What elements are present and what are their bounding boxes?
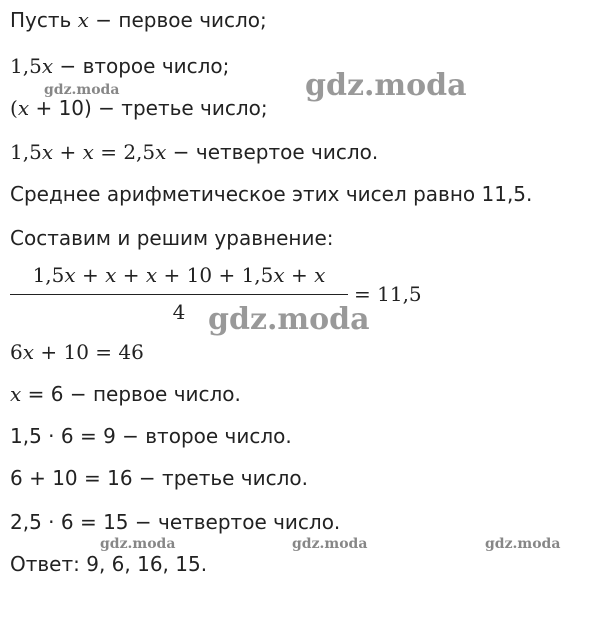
var-x: x: [41, 54, 54, 78]
watermark-logo-small: gdz.moda: [44, 82, 120, 98]
line-second-result: 1,5 · 6 = 9 − второе число.: [10, 424, 292, 448]
fraction-denominator: 4: [172, 300, 186, 324]
line-let-x: Пусть x − первое число;: [10, 8, 267, 32]
watermark-logo-small: gdz.moda: [485, 536, 561, 552]
watermark-logo: gdz.moda: [208, 302, 370, 337]
watermark-logo: gdz.moda: [305, 68, 467, 103]
fraction-bar: [10, 294, 348, 295]
line-fourth-number: 1,5x + x = 2,5x − четвертое число.: [10, 140, 379, 164]
watermark-logo-small: gdz.moda: [292, 536, 368, 552]
var-x: x: [77, 8, 89, 32]
watermark-logo-small: gdz.moda: [100, 536, 176, 552]
fraction-rhs: = 11,5: [354, 282, 422, 306]
var-x: x: [17, 96, 30, 120]
line-answer: Ответ: 9, 6, 16, 15.: [10, 552, 208, 576]
line-fourth-result: 2,5 · 6 = 15 − четвертое число.: [10, 510, 341, 534]
line-compose-equation: Составим и решим уравнение:: [10, 226, 334, 250]
line-third-number: (x + 10) − третье число;: [10, 96, 268, 120]
line-simplified-equation: 6x + 10 = 46: [10, 340, 144, 364]
fraction-numerator: 1,5x + x + x + 10 + 1,5x + x: [32, 263, 326, 287]
line-average-statement: Среднее арифметическое этих чисел равно 11,5.: [10, 182, 533, 206]
line-first-result: x = 6 − первое число.: [10, 382, 241, 406]
line-second-number: 1,5x − второе число;: [10, 54, 230, 78]
line-third-result: 6 + 10 = 16 − третье число.: [10, 466, 308, 490]
